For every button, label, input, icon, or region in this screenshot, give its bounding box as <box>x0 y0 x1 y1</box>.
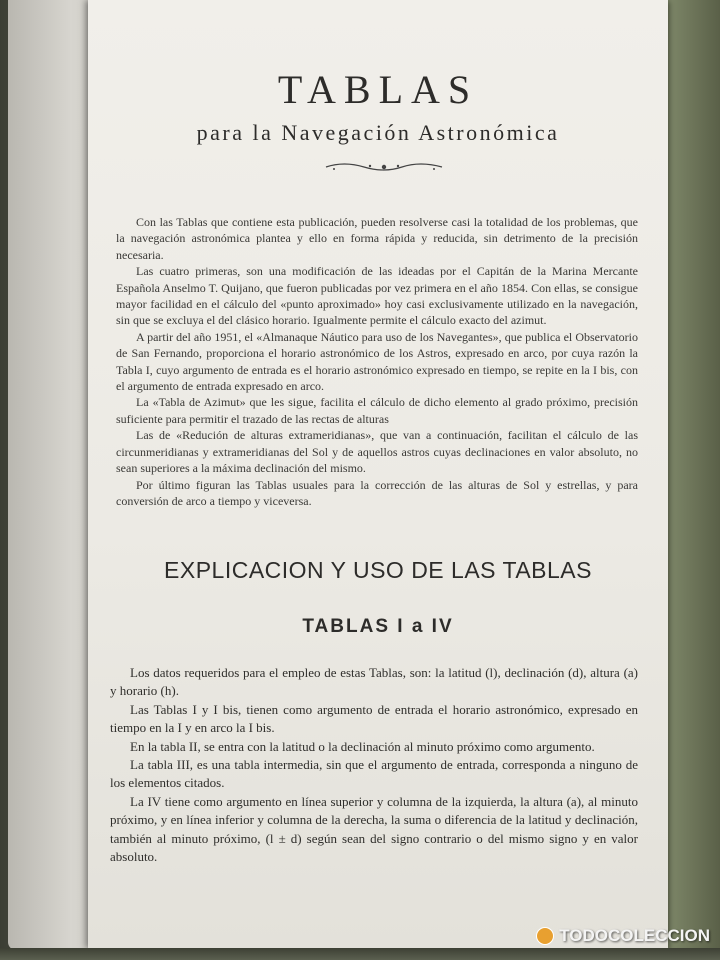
document-page <box>88 0 668 948</box>
body-paragraph: Los datos requeridos para el empleo de estas Tablas, son: la latitud (l), declinación (d), altura (a) y horario (h). <box>110 665 638 699</box>
watermark <box>536 926 710 946</box>
subsection-heading: TABLAS I a IV <box>302 616 454 637</box>
bottom-shadow <box>0 948 720 960</box>
body-paragraph: En la tabla II, se entra con la latitud o la declinación al minuto próximo como argumento. <box>130 738 595 754</box>
body-paragraph: La tabla III, es una tabla intermedia, sin que el argumento de entrada, corresponda a ninguno de los elementos citados. <box>110 757 638 791</box>
ornament-divider-icon <box>324 160 444 174</box>
under-page-edge <box>8 0 98 950</box>
intro-paragraph: A partir del año 1951, el «Almanaque Náutico para uso de los Navegantes», que publica el Observatorio de San Fernando, proporciona el horario astronómico de los Astros, expresado en arco, por cuya razón la Tabla I, cuyo argumento de entrada es el horario astronómico expresado en tiempo, se repite en la I bis, con el argumento de entrada expresado en arco. <box>116 329 638 394</box>
intro-paragraph: Las cuatro primeras, son una modificación de las ideadas por el Capitán de la Marina Mercante Española Anselmo T. Quijano, que fueron publicadas por vez primera en el año 1854. Con ellas, se consigue mayor facilidad en el cálculo del «punto aproximado» hoy casi exclusivamente utilizado en la navegación, sin que se excluya el del clásico horario. Igualmente permite el cálculo exacto del azimut. <box>116 264 638 328</box>
body-paragraph: La IV tiene como argumento en línea superior y columna de la izquierda, la altura (a), al minuto próximo, y en línea inferior y columna de la derecha, la suma o diferencia de la latitud y declinación, también al minuto próximo, (l ± d) según sean del signo contrario o del mismo signo y en valor absoluto. <box>110 793 638 865</box>
intro-paragraph: Las de «Redución de alturas extrameridianas», que van a continuación, facilitan el cálculo de las circunmeridianas y extrameridianas del Sol y de aquellos astros cuyas declinaciones en valor absoluto, no sean superiores a la máxima declinación del mismo. <box>116 428 638 476</box>
intro-paragraph: Con las Tablas que contiene esta publicación, pueden resolverse casi la totalidad de los problemas, que la navegación astronómica plantea y ello en forma rápida y reducida, sin detrimento de la precisión necesaria. <box>116 215 638 262</box>
intro-paragraph: La «Tabla de Azimut» que les sigue, facilita el cálculo de dicho elemento al grado próximo, precisión suficiente para permitir el trazado de las rectas de alturas <box>116 395 638 426</box>
body-paragraph: Las Tablas I y I bis, tienen como argumento de entrada el horario astronómico, expresado en tiempo en la I y en arco la I bis. <box>110 701 638 736</box>
page-title: TABLAS <box>277 67 479 112</box>
page-subtitle: para la Navegación Astronómica <box>196 120 560 145</box>
intro-text <box>116 214 638 509</box>
watermark-text: TODOCOLECCION <box>559 926 710 945</box>
intro-paragraph: Por último figuran las Tablas usuales para la corrección de las alturas de Sol y estrellas, y para conversión de arco a tiempo y viceversa. <box>116 477 638 508</box>
section-heading: EXPLICACION Y USO DE LAS TABLAS <box>164 557 592 583</box>
todocoleccion-logo-icon <box>536 927 554 945</box>
body-text <box>110 664 638 866</box>
